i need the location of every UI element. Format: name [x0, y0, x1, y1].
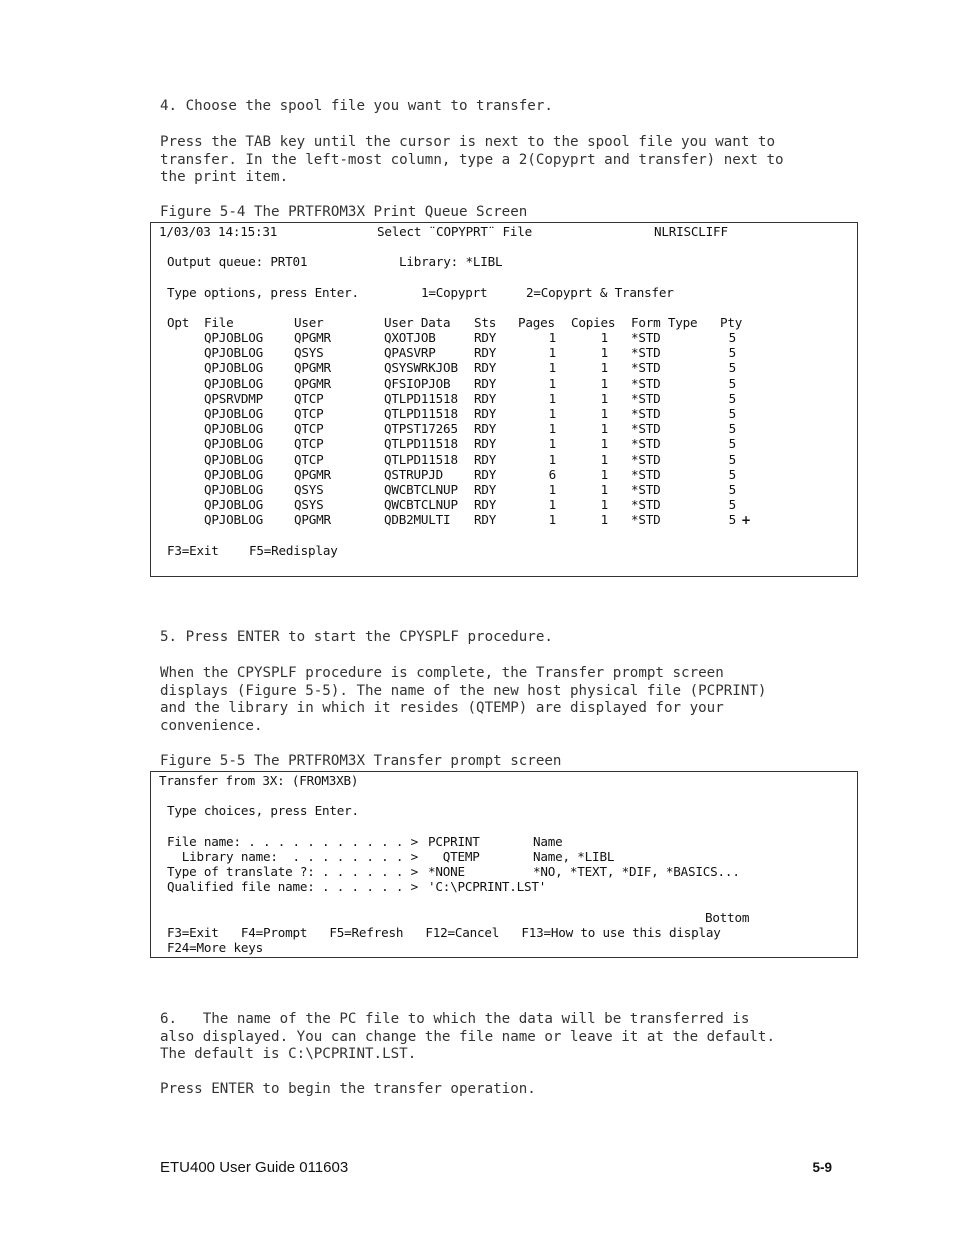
table-cell: 1: [600, 466, 608, 482]
table-cell: QPJOBLOG: [204, 482, 264, 497]
table-cell: QTCP: [294, 421, 324, 437]
table-cell: QPJOBLOG: [204, 406, 264, 421]
table-cell: *STD: [631, 345, 661, 361]
table-cell: RDY: [474, 482, 497, 497]
step-6-body-line-3: The default is C:\PCPRINT.LST.: [160, 1046, 417, 1063]
table-cell: RDY: [474, 497, 497, 513]
step-6-body-line-2: also displayed. You can change the file name or leave it at the default.: [160, 1028, 775, 1045]
table-cell: 1: [600, 482, 608, 497]
figure-5-4-caption: Figure 5-4 The PRTFROM3X Print Queue Screen: [160, 204, 528, 220]
step-4-body-line-1: Press the TAB key until the cursor is next to the spool file you want to: [160, 134, 775, 150]
table-cell: QPJOBLOG: [204, 436, 264, 452]
table-cell: QSYS: [294, 345, 324, 361]
table-cell: *STD: [631, 406, 661, 421]
qualified-file-name-input[interactable]: 'C:\PCPRINT.LST': [428, 879, 547, 894]
fkey-exit[interactable]: F3=Exit: [167, 543, 219, 558]
qualified-file-name-label: Qualified file name: . . . . . . >: [167, 879, 418, 894]
column-header: Form Type: [631, 315, 698, 330]
table-cell: 1: [600, 330, 608, 345]
table-cell: 5: [728, 451, 736, 467]
screen-datetime: 1/03/03 14:15:31: [159, 224, 278, 239]
step-6-closing: Press ENTER to begin the transfer operation.: [160, 1081, 536, 1097]
file-name-label: File name: . . . . . . . . . . . >: [167, 834, 418, 849]
table-cell: QPASVRP: [384, 345, 436, 361]
library-name-label: Library name: . . . . . . . . >: [167, 849, 418, 864]
option-copyprt: 1=Copyprt: [421, 285, 488, 300]
table-cell: 1: [548, 345, 556, 361]
file-name-input[interactable]: PCPRINT: [428, 834, 480, 849]
step-5-body-line-1: When the CPYSPLF procedure is complete, the Transfer prompt screen: [160, 665, 724, 681]
screen-system-name: NLRISCLIFF: [654, 224, 728, 239]
transfer-instructions: Type choices, press Enter.: [167, 803, 359, 818]
option-copyprt-transfer: 2=Copyprt & Transfer: [526, 285, 674, 300]
table-cell: QSYS: [294, 497, 324, 513]
table-cell: RDY: [474, 375, 497, 391]
table-cell: QWCBTCLNUP: [384, 497, 458, 513]
table-cell: 5: [728, 406, 736, 421]
step-5-body-line-4: convenience.: [160, 718, 263, 735]
table-cell: 5: [728, 436, 736, 452]
bottom-indicator: Bottom: [705, 910, 750, 925]
column-header: Pty: [720, 315, 743, 330]
transfer-prompt-screen: [150, 771, 858, 958]
step-4-body-line-2: transfer. In the left-most column, type a 2(Copyprt and transfer) next to: [160, 151, 784, 168]
table-cell: 5: [728, 345, 736, 361]
table-cell: QTLPD11518: [384, 406, 458, 421]
step-5-heading: 5. Press ENTER to start the CPYSPLF procedure.: [160, 629, 553, 645]
table-cell: 1: [548, 390, 556, 406]
table-cell: QTPST17265: [384, 421, 458, 437]
table-cell: QPJOBLOG: [204, 360, 264, 376]
table-cell: 1: [548, 421, 556, 437]
table-cell: *STD: [631, 390, 661, 406]
more-records-indicator: +: [741, 513, 751, 528]
table-cell: QPJOBLOG: [204, 512, 264, 528]
file-name-hint: Name: [533, 834, 563, 849]
table-cell: 1: [600, 497, 608, 513]
screen-title: Select ¨COPYPRT¨ File: [377, 224, 533, 239]
table-cell: QPJOBLOG: [204, 497, 264, 513]
table-cell: 1: [548, 512, 556, 528]
table-cell: QPJOBLOG: [204, 330, 264, 345]
column-header: Opt: [167, 315, 190, 330]
table-cell: QSYS: [294, 482, 324, 497]
table-cell: 5: [728, 512, 736, 528]
table-cell: *STD: [631, 421, 661, 437]
footer-page-number: 5-9: [812, 1160, 832, 1175]
table-cell: RDY: [474, 330, 497, 345]
step-4-heading: 4. Choose the spool file you want to transfer.: [160, 98, 553, 114]
table-cell: QPGMR: [294, 512, 331, 528]
footer-guide-title: ETU400 User Guide 011603: [160, 1159, 349, 1176]
table-cell: 5: [728, 390, 736, 406]
column-header: Copies: [571, 315, 616, 330]
table-cell: RDY: [474, 345, 497, 361]
table-cell: QTCP: [294, 390, 324, 406]
table-cell: 5: [728, 497, 736, 513]
table-cell: QPSRVDMP: [204, 390, 264, 406]
table-cell: QPGMR: [294, 360, 331, 376]
table-cell: QPJOBLOG: [204, 421, 264, 437]
table-cell: QSTRUPJD: [384, 466, 444, 482]
table-cell: 5: [728, 421, 736, 437]
table-cell: *STD: [631, 375, 661, 391]
table-cell: 1: [548, 360, 556, 376]
table-cell: QPGMR: [294, 330, 331, 345]
table-cell: *STD: [631, 482, 661, 497]
library-label: Library: *LIBL: [399, 254, 503, 269]
table-cell: QPGMR: [294, 375, 331, 391]
table-cell: RDY: [474, 406, 497, 421]
table-cell: 1: [600, 360, 608, 376]
table-cell: *STD: [631, 360, 661, 376]
table-cell: QDB2MULTI: [384, 512, 451, 528]
print-queue-screen: [150, 222, 858, 577]
table-cell: 1: [548, 375, 556, 391]
table-cell: 6: [548, 466, 556, 482]
table-cell: *STD: [631, 436, 661, 452]
column-header: File: [204, 315, 234, 330]
column-header: User Data: [384, 315, 451, 330]
table-cell: 5: [728, 330, 736, 345]
table-cell: 5: [728, 466, 736, 482]
translate-type-input[interactable]: *NONE: [428, 864, 465, 879]
transfer-fkeys-line-2[interactable]: F24=More keys: [167, 940, 263, 955]
column-header: Sts: [474, 315, 497, 330]
table-cell: 5: [728, 360, 736, 376]
table-cell: 1: [548, 482, 556, 497]
library-name-hint: Name, *LIBL: [533, 849, 615, 864]
table-cell: QPGMR: [294, 466, 331, 482]
table-cell: 1: [600, 375, 608, 391]
table-cell: QPJOBLOG: [204, 345, 264, 361]
table-cell: QTCP: [294, 436, 324, 452]
table-cell: 1: [600, 436, 608, 452]
column-header: User: [294, 315, 324, 330]
table-cell: *STD: [631, 330, 661, 345]
step-5-body-line-2: displays (Figure 5-5). The name of the new host physical file (PCPRINT): [160, 682, 767, 699]
table-cell: QXOTJOB: [384, 330, 436, 345]
library-name-input[interactable]: QTEMP: [428, 849, 480, 864]
table-cell: 1: [600, 421, 608, 437]
table-cell: QPJOBLOG: [204, 466, 264, 482]
fkey-redisplay[interactable]: F5=Redisplay: [249, 543, 338, 558]
options-instructions: Type options, press Enter.: [167, 285, 359, 300]
step-6-body-line-1: 6. The name of the PC file to which the data will be transferred is: [160, 1011, 750, 1027]
column-header: Pages: [518, 315, 555, 330]
table-cell: QPJOBLOG: [204, 375, 264, 391]
table-cell: QTLPD11518: [384, 390, 458, 406]
table-cell: QWCBTCLNUP: [384, 482, 458, 497]
table-cell: *STD: [631, 466, 661, 482]
table-cell: 1: [600, 390, 608, 406]
table-cell: QTCP: [294, 406, 324, 421]
translate-type-hint: *NO, *TEXT, *DIF, *BASICS...: [533, 864, 740, 879]
table-cell: *STD: [631, 451, 661, 467]
translate-type-label: Type of translate ?: . . . . . . >: [167, 864, 418, 879]
table-cell: QTLPD11518: [384, 451, 458, 467]
step-5-body-line-3: and the library in which it resides (QTEMP) are displayed for your: [160, 700, 724, 717]
table-cell: RDY: [474, 512, 497, 528]
table-cell: QTCP: [294, 451, 324, 467]
table-cell: RDY: [474, 360, 497, 376]
table-cell: 5: [728, 482, 736, 497]
table-cell: 1: [548, 451, 556, 467]
transfer-screen-title: Transfer from 3X: (FROM3XB): [159, 773, 359, 788]
table-cell: QFSIOPJOB: [384, 375, 451, 391]
step-4-body-line-3: the print item.: [160, 169, 289, 186]
table-cell: 1: [600, 451, 608, 467]
table-cell: RDY: [474, 421, 497, 437]
transfer-fkeys-line-1[interactable]: F3=Exit F4=Prompt F5=Refresh F12=Cancel F13=How to use this display: [167, 925, 721, 940]
table-cell: 1: [600, 406, 608, 421]
table-cell: RDY: [474, 390, 497, 406]
figure-5-5-caption: Figure 5-5 The PRTFROM3X Transfer prompt screen: [160, 753, 562, 769]
table-cell: 5: [728, 375, 736, 391]
table-cell: RDY: [474, 436, 497, 452]
table-cell: 1: [548, 406, 556, 421]
table-cell: 1: [548, 330, 556, 345]
table-cell: QSYSWRKJOB: [384, 360, 458, 376]
table-cell: *STD: [631, 512, 661, 528]
table-cell: QPJOBLOG: [204, 451, 264, 467]
table-cell: RDY: [474, 466, 497, 482]
table-cell: 1: [548, 497, 556, 513]
table-cell: 1: [548, 436, 556, 452]
table-cell: 1: [600, 512, 608, 528]
output-queue-label: Output queue: PRT01: [167, 254, 308, 269]
table-cell: *STD: [631, 497, 661, 513]
table-cell: QTLPD11518: [384, 436, 458, 452]
table-cell: 1: [600, 345, 608, 361]
table-cell: RDY: [474, 451, 497, 467]
